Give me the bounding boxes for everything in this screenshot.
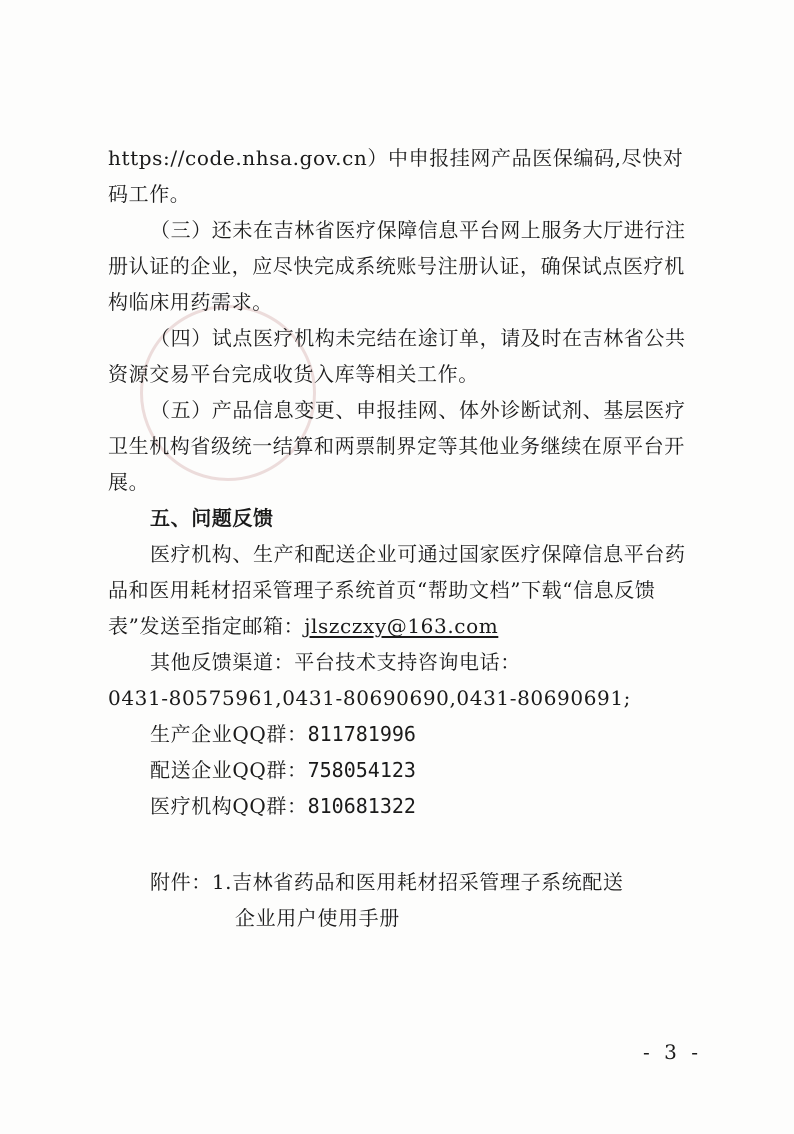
qq-group-distributor	[108, 752, 698, 788]
page-number: - 3 -	[643, 1040, 702, 1064]
attachment-title: 1.吉林省药品和医用耗材招采管理子系统配送	[211, 870, 624, 894]
qq-group-medical	[108, 788, 698, 824]
qq-group-producer	[108, 716, 698, 752]
item-five: （五）产品信息变更、申报挂网、体外诊断试剂、基层医疗卫生机构省级统一结算和两票制界定等其他业务继续在原平台开展。	[108, 398, 686, 494]
item-four: （四）试点医疗机构未完结在途订单，请及时在吉林省公共资源交易平台完成收货入库等相关工作。	[108, 326, 686, 386]
url-line: https://code.nhsa.gov.cn）中申报挂网产品医保编码,尽快对码工作。	[108, 146, 684, 206]
qq-label: 医疗机构QQ群：	[150, 794, 308, 818]
attachment-label: 附件：	[150, 870, 212, 894]
phone-numbers-line: 0431-80575961,0431-80690690,0431-80690691;	[108, 686, 632, 710]
email-link[interactable]: jlszczxy@163.com	[304, 614, 499, 638]
item-three: （三）还未在吉林省医疗保障信息平台网上服务大厅进行注册认证的企业，应尽快完成系统账号注册认证，确保试点医疗机构临床用药需求。	[108, 218, 686, 314]
qq-number: 758054123	[307, 758, 416, 782]
qq-label: 生产企业QQ群：	[150, 722, 308, 746]
attachment-line	[108, 864, 698, 900]
qq-number: 811781996	[307, 722, 416, 746]
feedback-paragraph	[108, 536, 698, 644]
qq-label: 配送企业QQ群：	[150, 758, 308, 782]
feedback-text: 医疗机构、生产和配送企业可通过国家医疗保障信息平台药品和医用耗材招采管理子系统首页“帮助文档”下载“信息反馈表”发送至指定邮箱：	[108, 542, 686, 638]
section-five-heading: 五、问题反馈	[150, 506, 274, 530]
document-body	[108, 140, 698, 936]
attachment-title-continued: 企业用户使用手册	[235, 906, 400, 930]
qq-number: 810681322	[307, 794, 416, 818]
other-channels-line: 其他反馈渠道：平台技术支持咨询电话：	[150, 650, 521, 674]
